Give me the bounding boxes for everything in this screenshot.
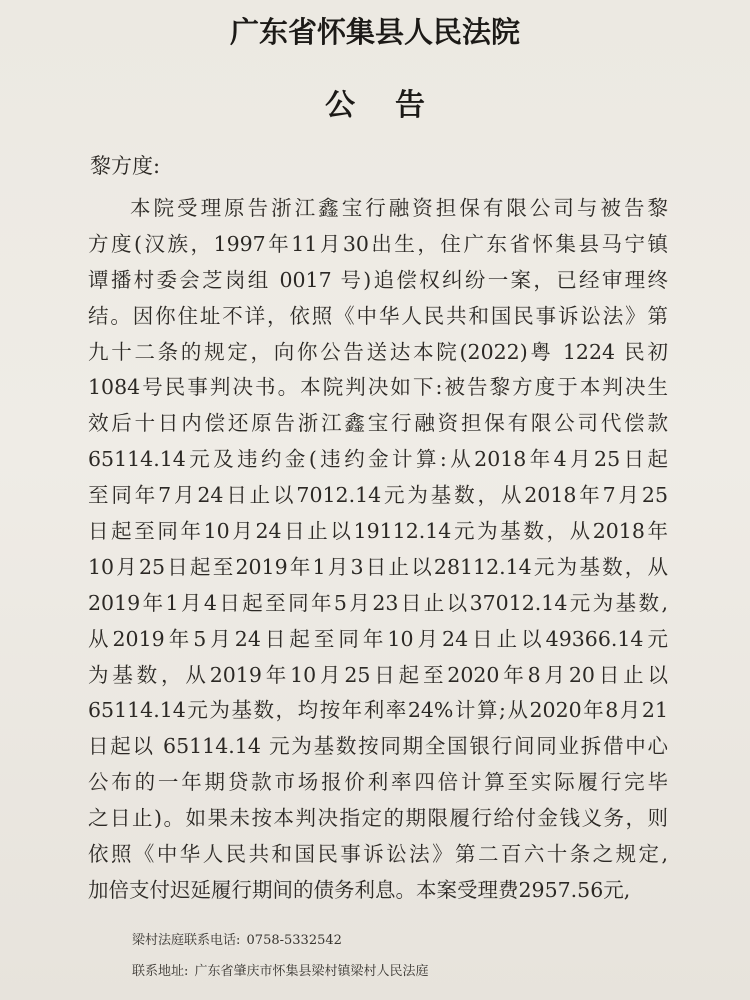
body-line: 65114.14元为基数，均按年利率24%计算;从2020年8月21 xyxy=(88,698,668,723)
body-line: 九十二条的规定，向你公告送达本院(2022)粤 1224 民初 xyxy=(88,339,668,364)
addressee: 黎方度: xyxy=(90,154,161,178)
court-phone-label: 梁村法庭联系电话: xyxy=(132,933,241,948)
body-line: 方度(汉族，1997年11月30出生，住广东省怀集县马宁镇 xyxy=(88,231,668,256)
body-line: 至同年7月24日止以7012.14元为基数，从2018年7月25 xyxy=(88,483,668,508)
body-line: 为基数，从2019年10月25日起至2020年8月20日止以 xyxy=(88,662,668,687)
body-line: 谭播村委会芝岗组 0017 号)追偿权纠纷一案，已经审理终 xyxy=(88,267,668,292)
body-line: 本院受理原告浙江鑫宝行融资担保有限公司与被告黎 xyxy=(130,196,668,220)
body-line: 65114.14元及违约金(违约金计算:从2018年4月25日起 xyxy=(88,447,668,472)
body-line: 结。因你住址不详，依照《中华人民共和国民事诉讼法》第 xyxy=(88,303,668,328)
body-line: 从2019年5月24日起至同年10月24日止以49366.14元 xyxy=(88,626,668,651)
body-line: 10月25日起至2019年1月3日止以28112.14元为基数，从 xyxy=(88,554,668,579)
court-address-value: 广东省肇庆市怀集县梁村镇梁村人民法庭 xyxy=(194,964,429,979)
body-line: 之日止)。如果未按本判决指定的期限履行给付金钱义务，则 xyxy=(88,806,668,831)
body-line: 效后十日内偿还原告浙江鑫宝行融资担保有限公司代偿款 xyxy=(88,411,668,436)
court-address-label: 联系地址: xyxy=(132,964,189,979)
court-phone xyxy=(132,929,342,948)
court-name-title: 广东省怀集县人民法院 xyxy=(229,15,520,49)
court-address xyxy=(132,960,429,979)
body-line: 加倍支付迟延履行期间的债务利息。本案受理费2957.56元, xyxy=(88,877,631,902)
court-phone-number: 0758-5332542 xyxy=(246,933,342,948)
document-type-heading: 公告 xyxy=(325,88,465,123)
body-line: 日起至同年10月24日止以19112.14元为基数，从2018年 xyxy=(88,519,668,544)
body-line: 公布的一年期贷款市场报价利率四倍计算至实际履行完毕 xyxy=(88,770,668,795)
body-line: 1084号民事判决书。本院判决如下:被告黎方度于本判决生 xyxy=(88,375,668,400)
body-line: 依照《中华人民共和国民事诉讼法》第二百六十条之规定, xyxy=(88,842,668,867)
body-line: 日起以 65114.14 元为基数按同期全国银行间同业拆借中心 xyxy=(88,734,668,759)
body-line: 2019年1月4日起至同年5月23日止以37012.14元为基数, xyxy=(88,590,668,615)
notice-body xyxy=(88,191,668,909)
